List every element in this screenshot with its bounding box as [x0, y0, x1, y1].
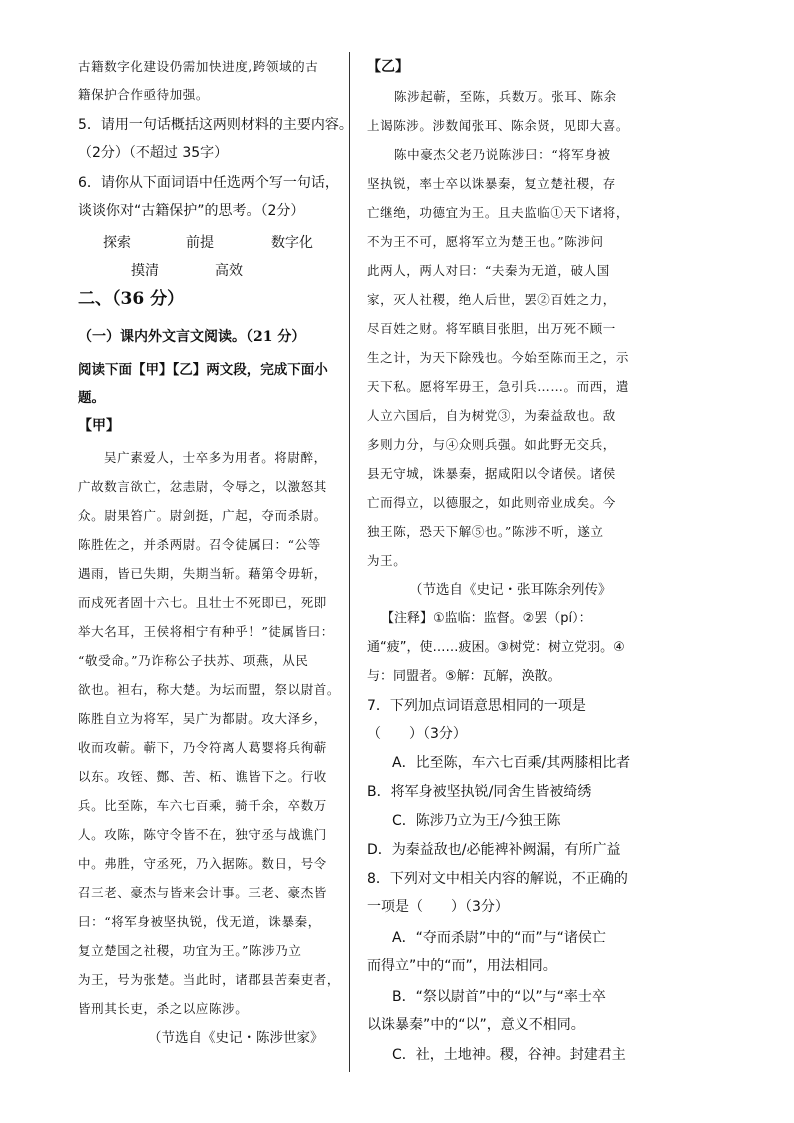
question-5-score: （2分）（不超过 35字）: [78, 145, 229, 161]
passage-yi-line: 亡继绝，功德宜为王。且夫监临①天下诸将，: [367, 205, 630, 220]
keyword-item: 探索: [103, 235, 131, 251]
question-7-score: （ ）（3分）: [367, 726, 467, 742]
passage-yi-line: 上谒陈涉。涉数闻张耳、陈余贤，见即大喜。: [367, 118, 630, 133]
passage-jia-line: 陈胜佐之，并杀两尉。召令徒属曰：“公等: [78, 537, 321, 552]
annotation-line: 与：同盟者。⑤解：瓦解，涣散。: [367, 669, 561, 684]
passage-yi-line: 坚执锐，率士卒以诛暴秦，复立楚社稷，存: [367, 176, 616, 191]
passage-jia-line: 吴广素爱人，士卒多为用者。将尉醉，: [104, 450, 327, 465]
passage-jia-line: 而戍死者固十六七。且壮士不死即已，死即: [78, 595, 327, 610]
source-citation: （节选自《史记・陈涉世家》: [148, 1030, 324, 1046]
passage-yi-line: 亡而得立，以德服之，如此则帝业成矣。今: [367, 495, 616, 510]
option-a-cont: 而得立”中的“而”，用法相同。: [367, 958, 557, 974]
passage-jia-line: 以东。攻铚、酂、苦、柘、谯皆下之。行收: [78, 769, 327, 784]
passage-yi-line: 多则力分，与④众则兵强。如此野无交兵，: [367, 437, 616, 452]
annotation-line: 【注释】①监临：监督。②罢（pí）：: [381, 611, 592, 626]
question-5: 5．请用一句话概括这两则材料的主要内容。: [78, 117, 353, 133]
option-b: B．将军身被坚执锐/同舍生皆被绮绣: [367, 784, 592, 800]
passage-jia-line: 收而攻蕲。蕲下，乃令符离人葛婴将兵徇蕲: [78, 740, 327, 755]
passage-jia-line: 广故数言欲亡，忿恚尉，令辱之，以激怒其: [78, 479, 327, 494]
passage-yi-line: 独王陈，恐天下解⑤也。”陈涉不听，遂立: [367, 524, 604, 539]
annotation-line: 通“疲”，使……疲困。③树党：树立党羽。④: [367, 640, 625, 655]
instruction-cont: 题。: [78, 390, 105, 406]
passage-jia-line: 兵。比至陈，车六七百乘，骑千余，卒数万: [78, 798, 327, 813]
passage-yi-line: 不为王不可，愿将军立为楚王也。”陈涉问: [367, 234, 604, 249]
passage-yi-line: 生之计，为天下除残也。今始至陈而王之，示: [367, 350, 630, 365]
option-d: D．为秦益敌也/必能裨补阙漏，有所广益: [367, 842, 621, 858]
keyword-item: 数字化: [271, 235, 313, 251]
option-b: B．“祭以尉首”中的“以”与“率士卒: [392, 989, 606, 1005]
option-a: A．比至陈，车六七百乘/其两膝相比者: [392, 755, 631, 771]
keyword-item: 摸清: [131, 263, 159, 279]
passage-yi-line: 人立六国后，自为树党③，为秦益敌也。敌: [367, 408, 616, 423]
passage-label-yi: 【乙】: [367, 59, 409, 75]
source-citation: （节选自《史记・张耳陈余列传》: [409, 582, 612, 598]
passage-jia-line: 陈胜自立为将军，吴广为都尉。攻大泽乡，: [78, 711, 327, 726]
section-heading: 二、（36 分）: [78, 289, 185, 309]
question-8-score: 一项是（ ）（3分）: [367, 899, 509, 915]
passage-yi-line: 此两人，两人对曰：“夫秦为无道，破人国: [367, 263, 610, 278]
keyword-item: 高效: [215, 263, 243, 279]
question-6-cont: 谈谈你对“古籍保护”的思考。（2分）: [78, 203, 305, 219]
passage-jia-line: 为王，号为张楚。当此时，诸郡县苦秦吏者，: [78, 972, 341, 987]
keyword-item: 前提: [186, 235, 214, 251]
passage-yi-line: 家，灭人社稷，绝人后世，罢②百姓之力，: [367, 292, 616, 307]
question-6: 6．请你从下面词语中任选两个写一句话，: [78, 175, 339, 191]
passage-jia-line: 众。尉果笞广。尉剑挺，广起，夺而杀尉。: [78, 508, 327, 523]
passage-jia-line: 皆刑其长吏，杀之以应陈涉。: [78, 1001, 249, 1016]
passage-jia-line: “敬受命。”乃诈称公子扶苏、项燕，从民: [78, 653, 309, 668]
text-line: 籍保护合作亟待加强。: [78, 87, 210, 102]
option-c: C．社，土地神。稷，谷神。封建君主: [392, 1047, 626, 1063]
subsection-heading: （一）课内外文言文阅读。（21 分）: [78, 329, 306, 345]
passage-yi-line: 为王。: [367, 553, 407, 568]
passage-jia-line: 举大名耳，王侯将相宁有种乎！”徒属皆曰：: [78, 624, 334, 639]
column-divider: [349, 52, 350, 1072]
text-line: 古籍数字化建设仍需加快进度,跨领域的古: [78, 59, 319, 74]
passage-jia-line: 欲也。袒右，称大楚。为坛而盟，祭以尉首。: [78, 682, 341, 697]
question-7: 7．下列加点词语意思相同的一项是: [367, 698, 586, 714]
option-a: A．“夺而杀尉”中的“而”与“诸侯亡: [392, 930, 606, 946]
passage-jia-line: 曰：“将军身被坚执锐，伐无道，诛暴秦，: [78, 914, 321, 929]
passage-jia-line: 中。弗胜，守丞死，乃入据陈。数日，号令: [78, 856, 327, 871]
passage-jia-line: 遇雨，皆已失期，失期当斩。藉第令毋斩，: [78, 566, 327, 581]
passage-yi-line: 陈涉起蕲，至陈，兵数万。张耳、陈余: [394, 89, 617, 104]
passage-yi-line: 尽百姓之财。将军瞋目张胆，出万死不顾一: [367, 321, 616, 336]
passage-yi-line: 天下私。愿将军毋王，急引兵……。而西，遣: [367, 379, 630, 394]
passage-yi-line: 县无守城，诛暴秦，据咸阳以令诸侯。诸侯: [367, 466, 616, 481]
passage-jia-line: 复立楚国之社稷，功宜为王。”陈涉乃立: [78, 943, 302, 958]
instruction: 阅读下面【甲】【乙】两文段，完成下面小: [78, 362, 328, 378]
question-8: 8．下列对文中相关内容的解说，不正确的: [367, 871, 628, 887]
passage-jia-line: 人。攻陈，陈守令皆不在，独守丞与战谯门: [78, 827, 327, 842]
passage-label-jia: 【甲】: [78, 418, 120, 434]
option-b-cont: 以诛暴秦”中的“以”，意义不相同。: [367, 1017, 585, 1033]
passage-yi-line: 陈中豪杰父老乃说陈涉曰：“将军身被: [394, 147, 611, 162]
option-c: C．陈涉乃立为王/今独王陈: [392, 813, 561, 829]
passage-jia-line: 召三老、豪杰与皆来会计事。三老、豪杰皆: [78, 885, 327, 900]
